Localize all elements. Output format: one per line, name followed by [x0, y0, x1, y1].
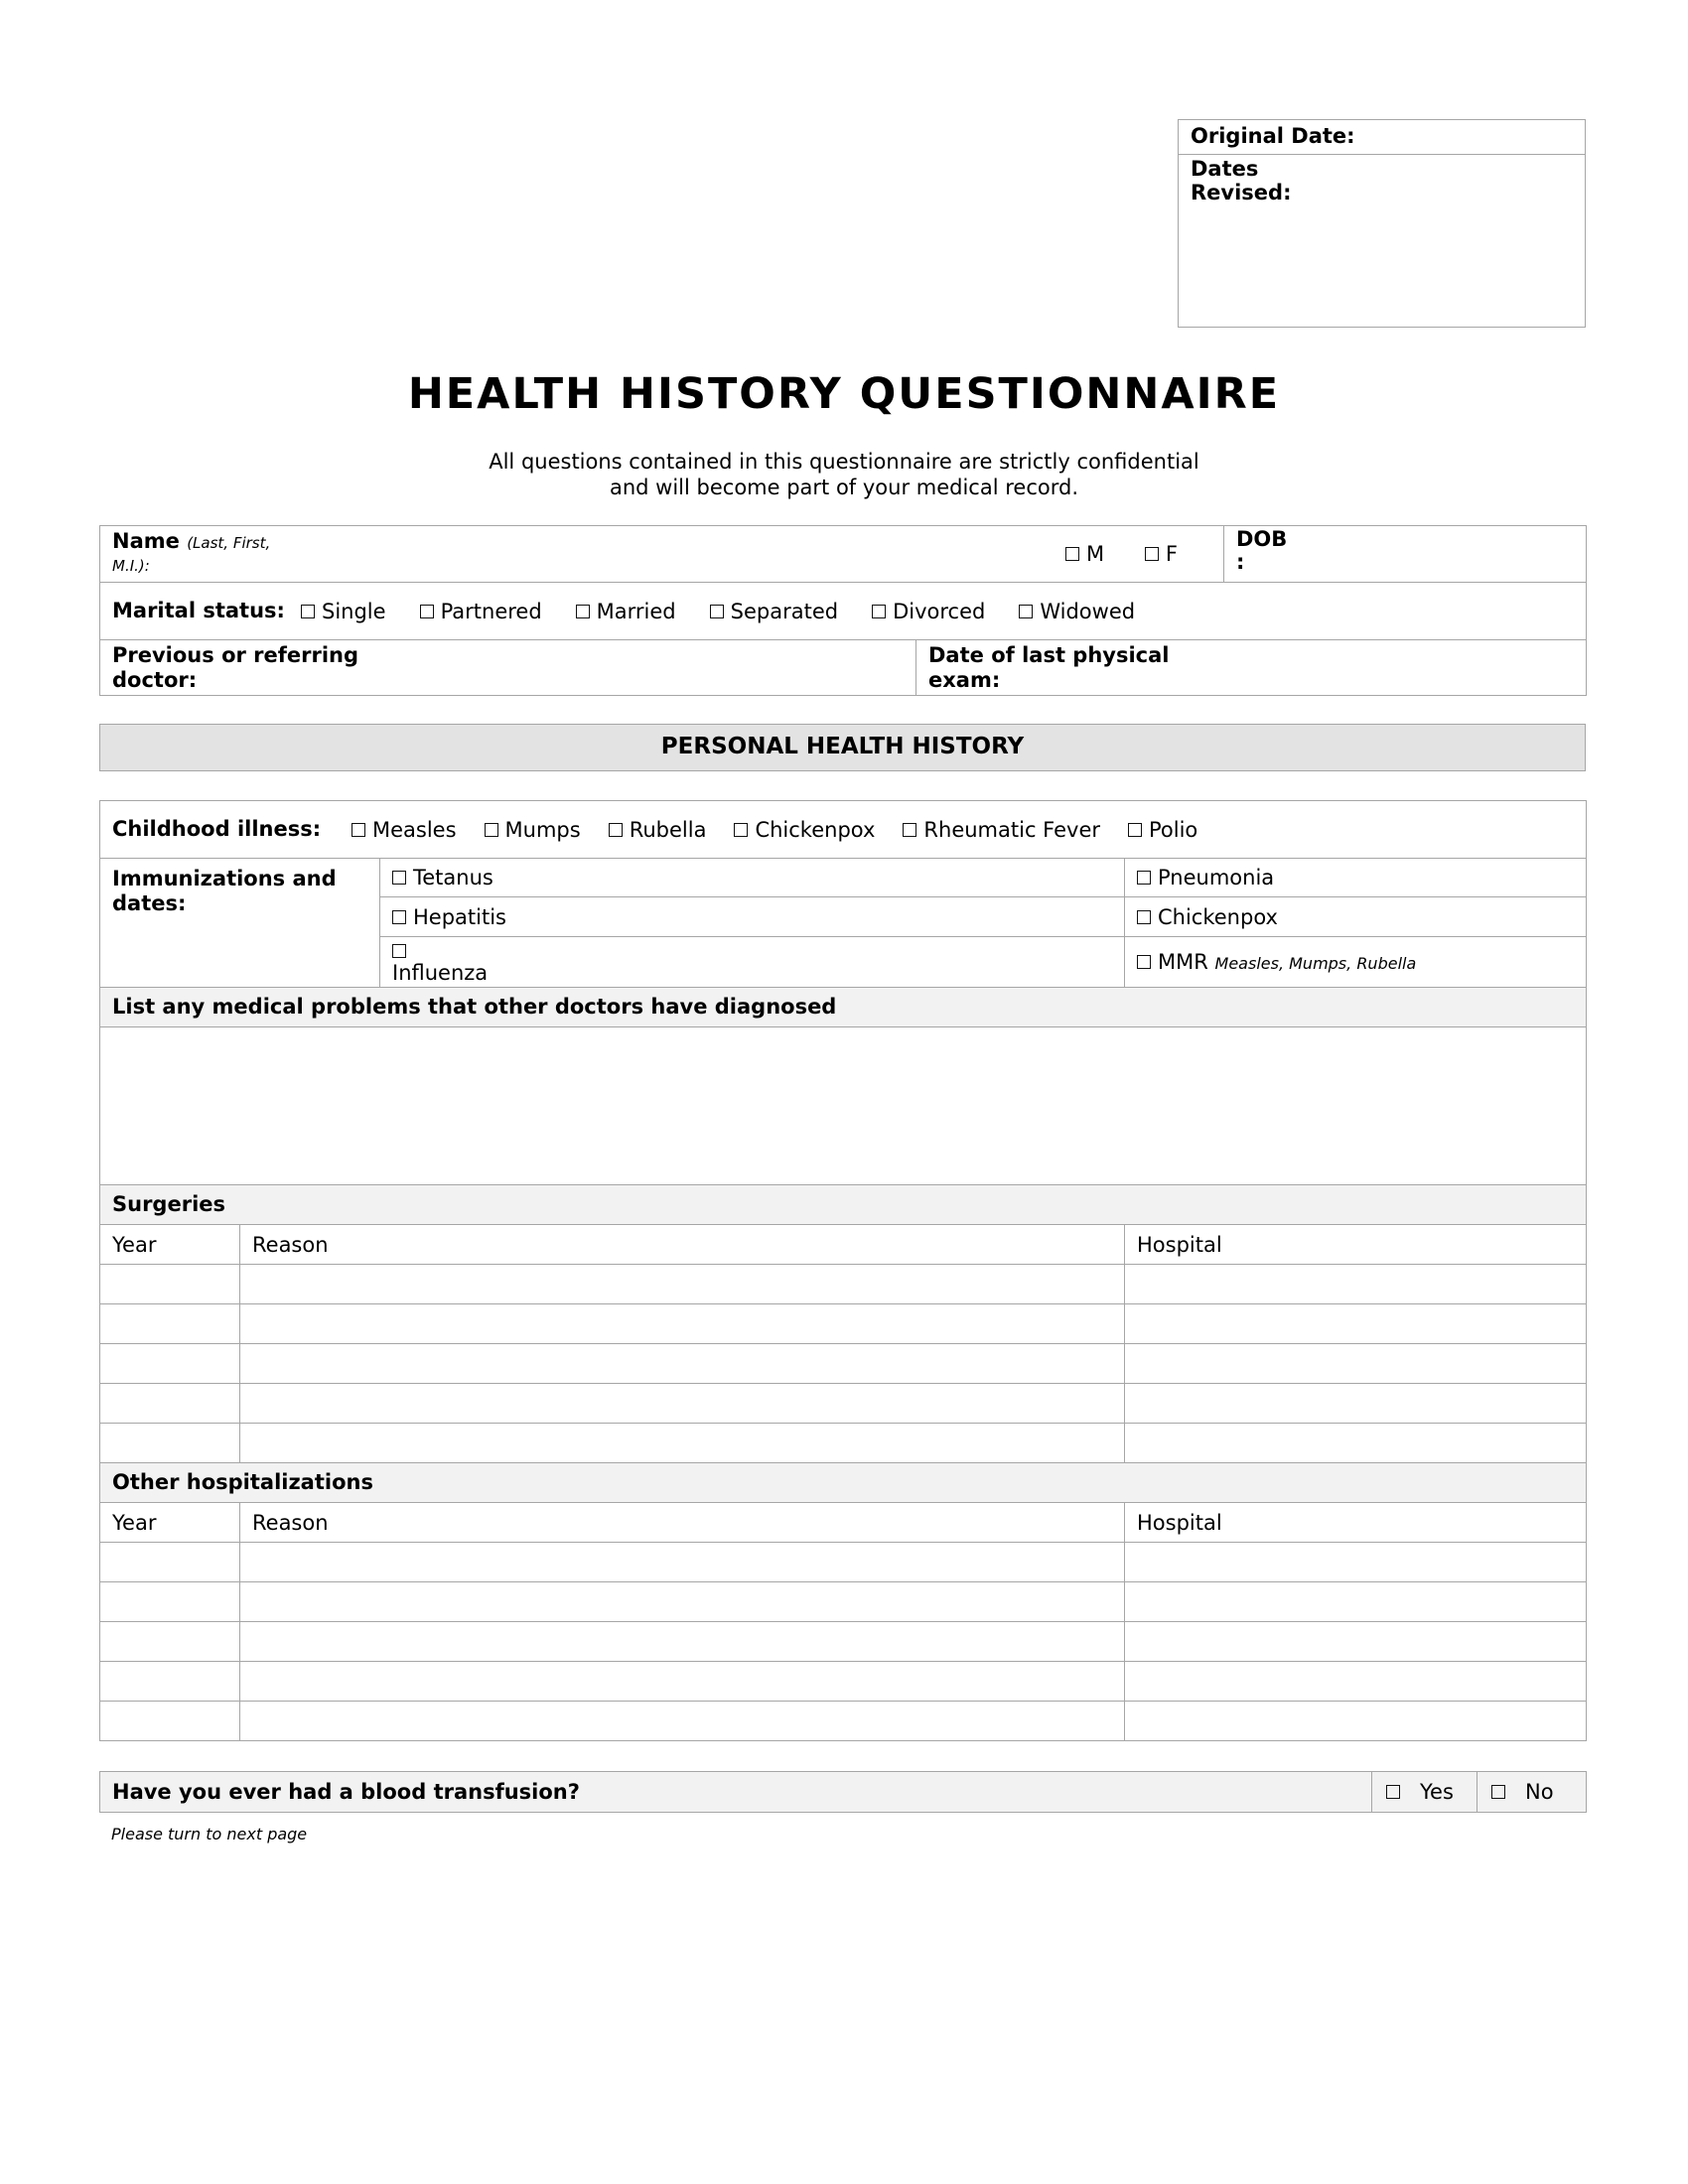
marital-partnered[interactable]: Partnered	[420, 600, 542, 623]
hosp-year-cell[interactable]	[100, 1582, 240, 1622]
table-row	[100, 1662, 1587, 1702]
original-date-label: Original Date:	[1191, 124, 1355, 148]
checkbox-icon[interactable]	[1491, 1785, 1505, 1799]
transfusion-question: Have you ever had a blood transfusion?	[100, 1772, 1372, 1813]
childhood-measles[interactable]: Measles	[352, 818, 457, 842]
checkbox-icon[interactable]	[392, 944, 406, 958]
marital-divorced[interactable]: Divorced	[872, 600, 985, 623]
hosp-hospital-cell[interactable]	[1125, 1702, 1587, 1741]
checkbox-icon[interactable]	[1386, 1785, 1400, 1799]
surgery-year-cell[interactable]	[100, 1424, 240, 1463]
checkbox-icon[interactable]	[710, 605, 724, 618]
hosp-reason-cell[interactable]	[240, 1582, 1125, 1622]
confidentiality-note	[0, 449, 1688, 500]
marital-widowed[interactable]: Widowed	[1019, 600, 1135, 623]
hosp-col-year: Year	[100, 1503, 240, 1543]
dates-revised-label: Dates Revised:	[1191, 157, 1292, 205]
subtitle-line-2: and will become part of your medical record.	[609, 476, 1078, 499]
marital-status-label: Marital status:	[112, 599, 285, 622]
table-row	[100, 1622, 1587, 1662]
checkbox-icon[interactable]	[872, 605, 886, 618]
surgery-hospital-cell[interactable]	[1125, 1384, 1587, 1424]
hosp-year-cell[interactable]	[100, 1622, 240, 1662]
referring-doctor-field[interactable]	[100, 640, 916, 696]
checkbox-icon[interactable]	[1019, 605, 1033, 618]
surgery-reason-cell[interactable]	[240, 1424, 1125, 1463]
immunizations-label: Immunizations and dates:	[112, 867, 337, 915]
name-label: Name	[112, 529, 180, 553]
marital-separated[interactable]: Separated	[710, 600, 838, 623]
childhood-illness-row	[100, 801, 1587, 859]
marital-married[interactable]: Married	[576, 600, 676, 623]
last-exam-label: Date of last physical exam:	[928, 642, 1170, 692]
section-header: PERSONAL HEALTH HISTORY	[99, 724, 1586, 771]
checkbox-icon[interactable]	[1137, 871, 1151, 885]
page-title: HEALTH HISTORY QUESTIONNAIRE	[407, 369, 1281, 419]
hosp-year-cell[interactable]	[100, 1662, 240, 1702]
checkbox-icon[interactable]	[392, 910, 406, 924]
hosp-year-cell[interactable]	[100, 1543, 240, 1582]
health-history-table	[99, 800, 1587, 1741]
surgery-year-cell[interactable]	[100, 1344, 240, 1384]
transfusion-no[interactable]: No	[1477, 1772, 1587, 1813]
hosp-hospital-cell[interactable]	[1125, 1622, 1587, 1662]
hosp-hospital-cell[interactable]	[1125, 1582, 1587, 1622]
table-row	[100, 1304, 1587, 1344]
table-row	[100, 1344, 1587, 1384]
immunization-hepatitis[interactable]: Hepatitis	[380, 897, 1125, 937]
checkbox-icon[interactable]	[420, 605, 434, 618]
immunization-tetanus[interactable]: Tetanus	[380, 859, 1125, 897]
table-row	[100, 1424, 1587, 1463]
dob-field[interactable]: DOB :	[1224, 526, 1587, 583]
hosp-reason-cell[interactable]	[240, 1702, 1125, 1741]
checkbox-icon[interactable]	[1128, 823, 1142, 837]
childhood-illness-label: Childhood illness:	[112, 817, 322, 841]
surgery-hospital-cell[interactable]	[1125, 1424, 1587, 1463]
marital-single[interactable]: Single	[301, 600, 386, 623]
immunization-mmr[interactable]: MMR Measles, Mumps, Rubella	[1125, 937, 1587, 988]
childhood-mumps[interactable]: Mumps	[485, 818, 581, 842]
transfusion-table	[99, 1771, 1587, 1813]
checkbox-icon[interactable]	[392, 871, 406, 885]
surgery-reason-cell[interactable]	[240, 1344, 1125, 1384]
surgeries-col-reason: Reason	[240, 1225, 1125, 1265]
table-row	[100, 1384, 1587, 1424]
last-exam-field[interactable]	[916, 640, 1587, 696]
mmr-hint: Measles, Mumps, Rubella	[1214, 954, 1417, 973]
sex-option-f[interactable]: F	[1145, 542, 1178, 566]
surgery-hospital-cell[interactable]	[1125, 1344, 1587, 1384]
hosp-col-hospital: Hospital	[1125, 1503, 1587, 1543]
immunizations-label-cell	[100, 859, 380, 988]
surgeries-col-year: Year	[100, 1225, 240, 1265]
original-date-field[interactable]	[1179, 120, 1585, 155]
checkbox-icon[interactable]	[734, 823, 748, 837]
table-row	[100, 1543, 1587, 1582]
surgery-hospital-cell[interactable]	[1125, 1265, 1587, 1304]
immunization-chickenpox[interactable]: Chickenpox	[1125, 897, 1587, 937]
checkbox-icon[interactable]	[903, 823, 916, 837]
hosp-hospital-cell[interactable]	[1125, 1543, 1587, 1582]
dob-label: DOB	[1236, 527, 1288, 551]
marital-status-row	[100, 583, 1587, 640]
hosp-reason-cell[interactable]	[240, 1543, 1125, 1582]
dates-revised-field[interactable]	[1179, 155, 1341, 206]
checkbox-icon[interactable]	[1145, 547, 1159, 561]
hospitalizations-header: Other hospitalizations	[100, 1463, 1587, 1503]
checkbox-icon[interactable]	[352, 823, 365, 837]
surgery-year-cell[interactable]	[100, 1265, 240, 1304]
checkbox-icon[interactable]	[301, 605, 315, 618]
surgery-hospital-cell[interactable]	[1125, 1304, 1587, 1344]
immunization-pneumonia[interactable]: Pneumonia	[1125, 859, 1587, 897]
surgeries-header: Surgeries	[100, 1185, 1587, 1225]
table-row	[100, 1582, 1587, 1622]
surgery-year-cell[interactable]	[100, 1384, 240, 1424]
patient-info-table	[99, 525, 1587, 696]
checkbox-icon[interactable]	[1065, 547, 1079, 561]
transfusion-yes[interactable]: Yes	[1372, 1772, 1477, 1813]
table-row	[100, 1702, 1587, 1741]
childhood-rheumatic-fever[interactable]: Rheumatic Fever	[903, 818, 1100, 842]
hosp-reason-cell[interactable]	[240, 1662, 1125, 1702]
childhood-polio[interactable]: Polio	[1128, 818, 1197, 842]
surgery-reason-cell[interactable]	[240, 1265, 1125, 1304]
surgeries-col-hospital: Hospital	[1125, 1225, 1587, 1265]
checkbox-icon[interactable]	[609, 823, 623, 837]
checkbox-icon[interactable]	[485, 823, 498, 837]
name-hint: (Last, First, M.I.):	[112, 534, 271, 575]
next-page-note: Please turn to next page	[111, 1825, 308, 1843]
surgery-reason-cell[interactable]	[240, 1384, 1125, 1424]
checkbox-icon[interactable]	[576, 605, 590, 618]
referring-doctor-label: Previous or referring doctor:	[112, 642, 359, 692]
hosp-year-cell[interactable]	[100, 1702, 240, 1741]
childhood-chickenpox[interactable]: Chickenpox	[734, 818, 875, 842]
immunization-influenza[interactable]: Influenza	[380, 937, 1125, 988]
checkbox-icon[interactable]	[1137, 910, 1151, 924]
medical-problems-header: List any medical problems that other doctors have diagnosed	[100, 988, 1587, 1027]
sex-option-m[interactable]: M	[1065, 542, 1104, 566]
hosp-col-reason: Reason	[240, 1503, 1125, 1543]
checkbox-icon[interactable]	[1137, 955, 1151, 969]
subtitle-line-1: All questions contained in this questionnaire are strictly confidential	[489, 450, 1199, 474]
medical-problems-field[interactable]	[100, 1027, 1587, 1185]
table-row	[100, 1265, 1587, 1304]
hosp-hospital-cell[interactable]	[1125, 1662, 1587, 1702]
dates-box	[1178, 119, 1586, 328]
surgery-year-cell[interactable]	[100, 1304, 240, 1344]
hosp-reason-cell[interactable]	[240, 1622, 1125, 1662]
childhood-rubella[interactable]: Rubella	[609, 818, 707, 842]
surgery-reason-cell[interactable]	[240, 1304, 1125, 1344]
name-field[interactable]	[100, 526, 1224, 583]
